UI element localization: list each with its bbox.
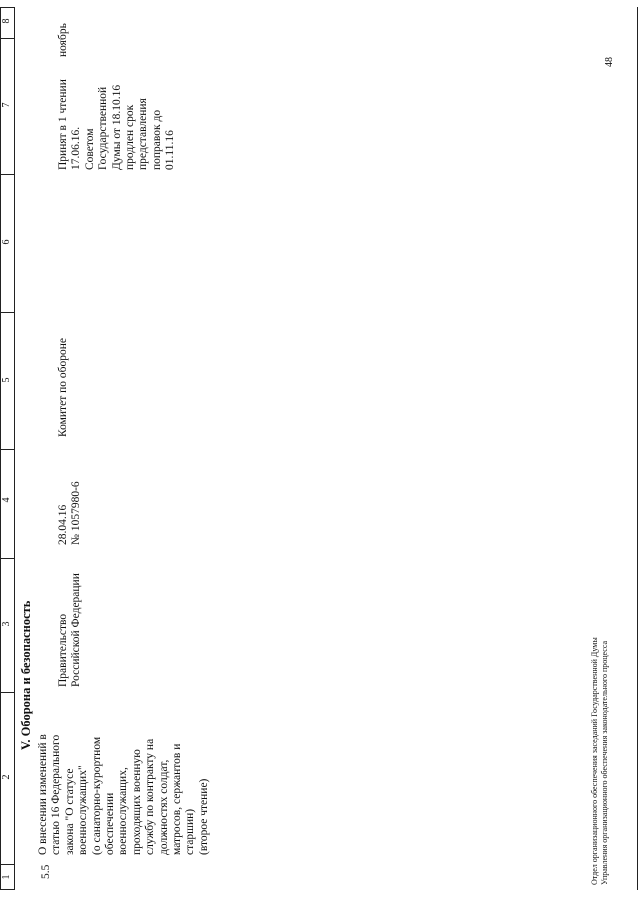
bill-title: О внесении изменений в статью 16 Федерального закона "О статусе военнослужащих" (о санаторно-курортном обеспечении военнослужащих, проходящих военную службу по контракту на должностях солдат, матросов, сержантов и старшин) (второе чтение)	[37, 734, 210, 855]
page-number: 48	[604, 57, 615, 67]
row-number: 5.5	[40, 864, 52, 879]
column-separator	[0, 312, 15, 313]
column-separator	[0, 864, 15, 865]
column-number: 2	[1, 774, 12, 780]
bill-initiator: Правительство Российской Федерации	[57, 573, 83, 687]
responsible-committee: Комитет по обороне	[57, 338, 69, 437]
section-title: V. Оборона и безопасность	[19, 600, 33, 750]
footer-department: Отдел организационного обеспечения заседаний Государственной Думы Управления организационного обеспечения законодательного процесса	[590, 637, 609, 885]
column-separator	[0, 889, 15, 890]
column-number: 8	[1, 18, 12, 24]
bill-status: Принят в 1 чтении 17.06.16. Советом Государственной Думы от 18.10.16 продлен срок представления поправок до 01.11.16	[57, 79, 177, 170]
column-separator	[0, 174, 15, 175]
column-separator	[0, 692, 15, 693]
column-number: 7	[1, 102, 12, 108]
column-separator	[0, 558, 15, 559]
column-number: 1	[1, 874, 12, 880]
column-number: 5	[1, 377, 12, 383]
column-separator	[0, 449, 15, 450]
column-separator	[0, 7, 15, 8]
column-separator	[0, 38, 15, 39]
table-bottom-border	[637, 7, 638, 890]
column-number: 4	[1, 497, 12, 503]
planned-month: ноябрь	[57, 23, 69, 57]
bill-date-number: 28.04.16 № 1057980-6	[57, 481, 83, 545]
column-number: 3	[1, 621, 12, 627]
column-number: 6	[1, 239, 12, 245]
